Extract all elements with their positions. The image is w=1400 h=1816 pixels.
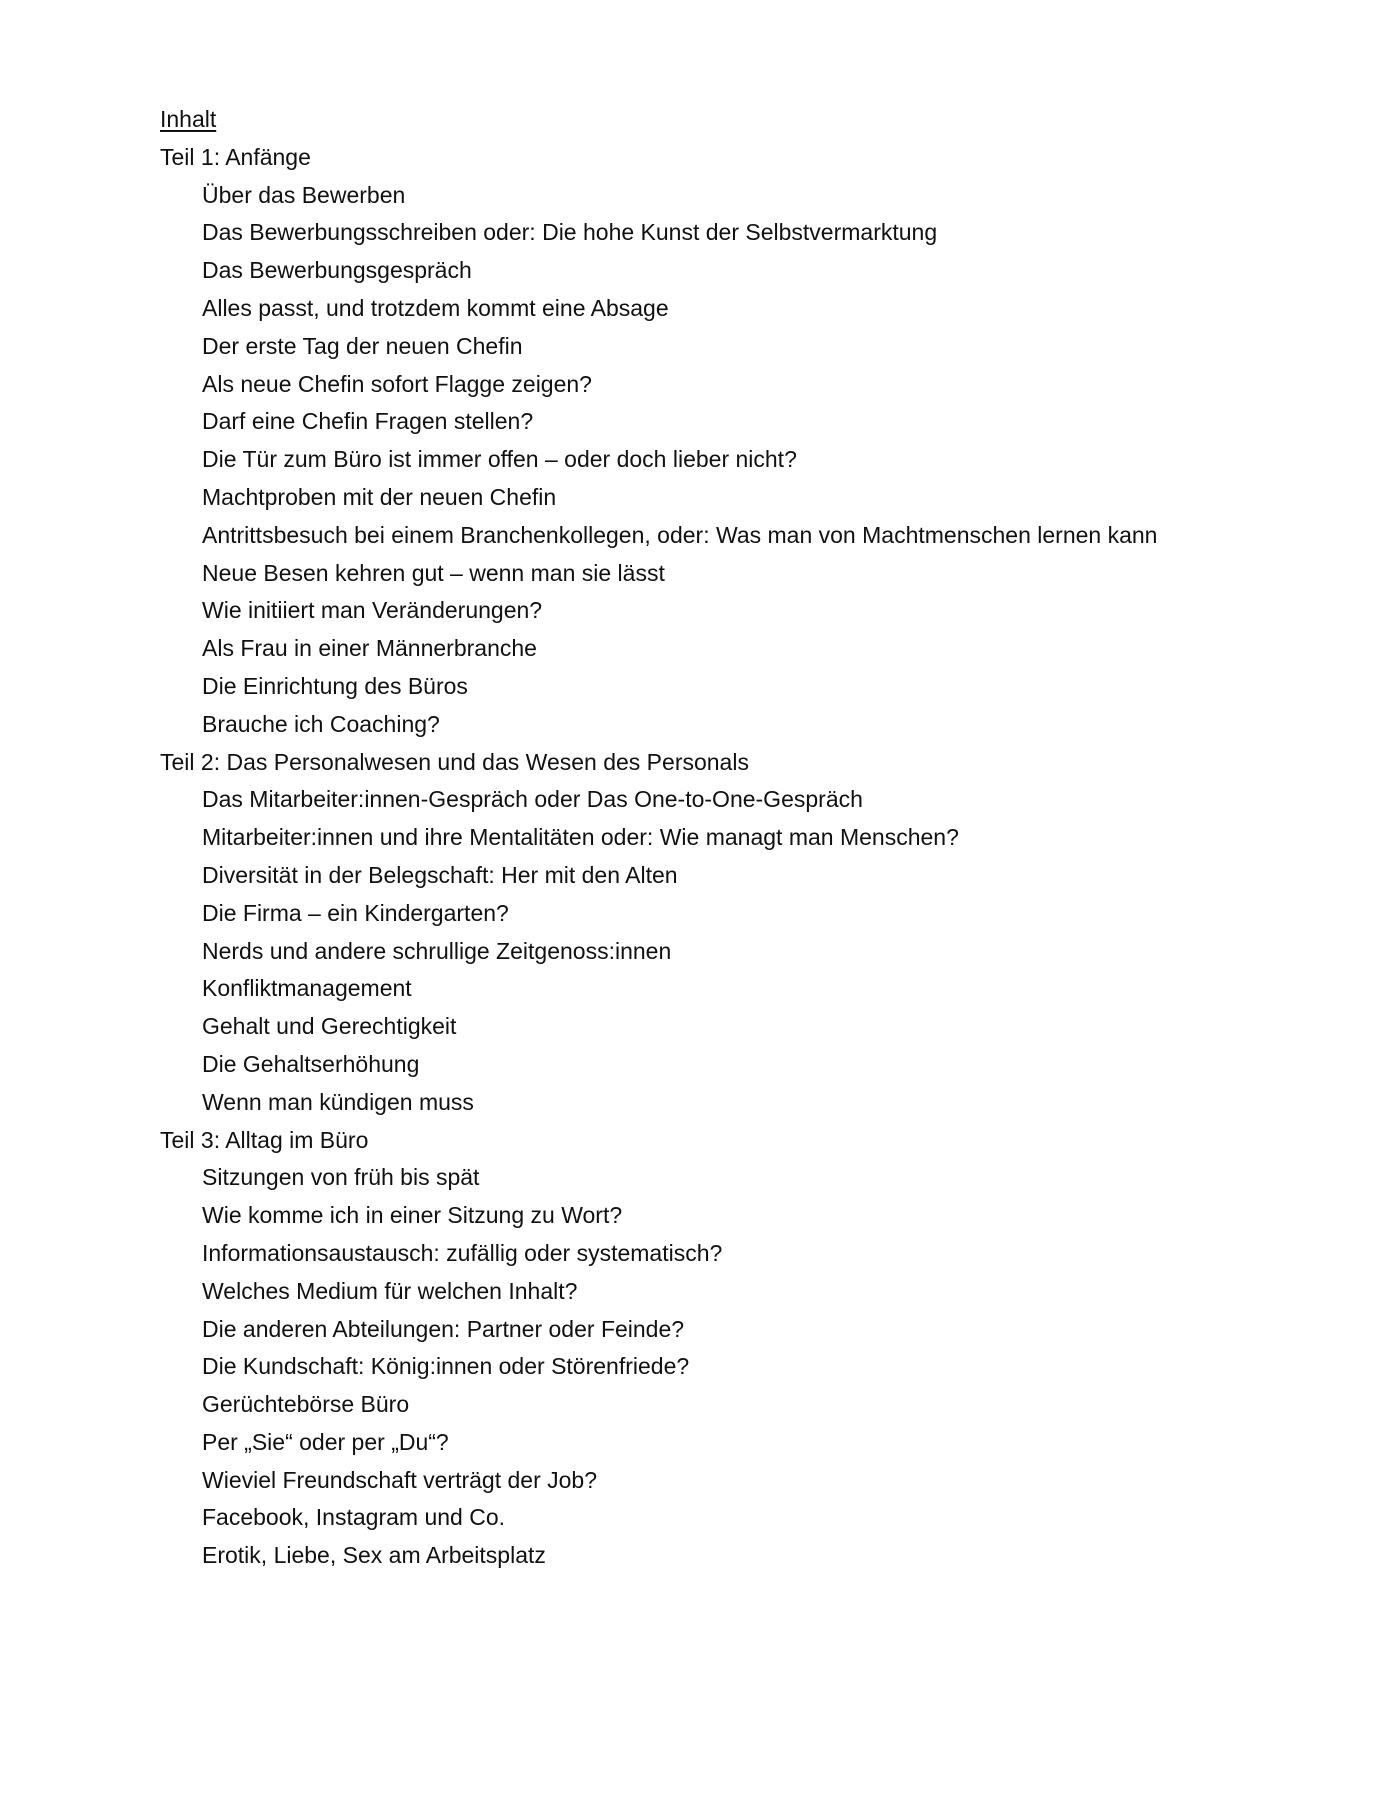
toc-entry: Antrittsbesuch bei einem Branchenkollegen, oder: Was man von Machtmenschen lernen kann: [202, 521, 1158, 548]
toc-entry: Wie komme ich in einer Sitzung zu Wort?: [202, 1202, 623, 1229]
toc-entry: Wenn man kündigen muss: [202, 1088, 474, 1115]
toc-entry: Als Frau in einer Männerbranche: [202, 635, 537, 662]
toc-entry: Das Bewerbungsschreiben oder: Die hohe Kunst der Selbstvermarktung: [202, 219, 938, 246]
toc-entry: Welches Medium für welchen Inhalt?: [202, 1277, 578, 1304]
toc-heading: Inhalt: [160, 106, 217, 132]
toc-entry: Alles passt, und trotzdem kommt eine Absage: [202, 294, 669, 321]
toc-entry: Konfliktmanagement: [202, 975, 412, 1002]
toc-entry: Erotik, Liebe, Sex am Arbeitsplatz: [202, 1542, 546, 1569]
toc-entry: Über das Bewerben: [202, 181, 406, 208]
toc-entry: Das Bewerbungsgespräch: [202, 257, 472, 284]
toc-entry: Sitzungen von früh bis spät: [202, 1164, 480, 1191]
toc-entry: Wieviel Freundschaft verträgt der Job?: [202, 1466, 598, 1493]
toc-entry: Facebook, Instagram und Co.: [202, 1504, 505, 1531]
toc-entry: Brauche ich Coaching?: [202, 710, 440, 737]
toc-entry: Mitarbeiter:innen und ihre Mentalitäten oder: Wie managt man Menschen?: [202, 824, 959, 851]
toc-entry: Diversität in der Belegschaft: Her mit den Alten: [202, 861, 678, 888]
toc-entry: Die Einrichtung des Büros: [202, 672, 468, 699]
toc-entry: Wie initiiert man Veränderungen?: [202, 597, 543, 624]
toc-entry: Informationsaustausch: zufällig oder systematisch?: [202, 1239, 723, 1266]
toc-entry: Als neue Chefin sofort Flagge zeigen?: [202, 370, 592, 397]
toc-entry: Die anderen Abteilungen: Partner oder Feinde?: [202, 1315, 685, 1342]
part-title: Teil 1: Anfänge: [160, 143, 311, 170]
toc-entry: Gehalt und Gerechtigkeit: [202, 1013, 457, 1040]
toc-entry: Darf eine Chefin Fragen stellen?: [202, 408, 534, 435]
toc-entry: Die Gehaltserhöhung: [202, 1050, 420, 1077]
toc-entry: Gerüchtebörse Büro: [202, 1391, 410, 1418]
toc-entry: Machtproben mit der neuen Chefin: [202, 483, 557, 510]
toc-entry: Die Kundschaft: König:innen oder Störenfriede?: [202, 1353, 690, 1380]
toc-entry: Nerds und andere schrullige Zeitgenoss:innen: [202, 937, 672, 964]
part-title: Teil 3: Alltag im Büro: [160, 1126, 369, 1153]
toc-entry: Die Tür zum Büro ist immer offen – oder doch lieber nicht?: [202, 446, 797, 473]
toc-entry: Per „Sie“ oder per „Du“?: [202, 1428, 449, 1455]
toc-entry: Neue Besen kehren gut – wenn man sie lässt: [202, 559, 665, 586]
toc-entry: Die Firma – ein Kindergarten?: [202, 899, 509, 926]
table-of-contents: [160, 101, 1360, 1575]
part-title: Teil 2: Das Personalwesen und das Wesen des Personals: [160, 748, 749, 775]
toc-entry: Das Mitarbeiter:innen-Gespräch oder Das One-to-One-Gespräch: [202, 786, 863, 813]
toc-entry: Der erste Tag der neuen Chefin: [202, 332, 523, 359]
